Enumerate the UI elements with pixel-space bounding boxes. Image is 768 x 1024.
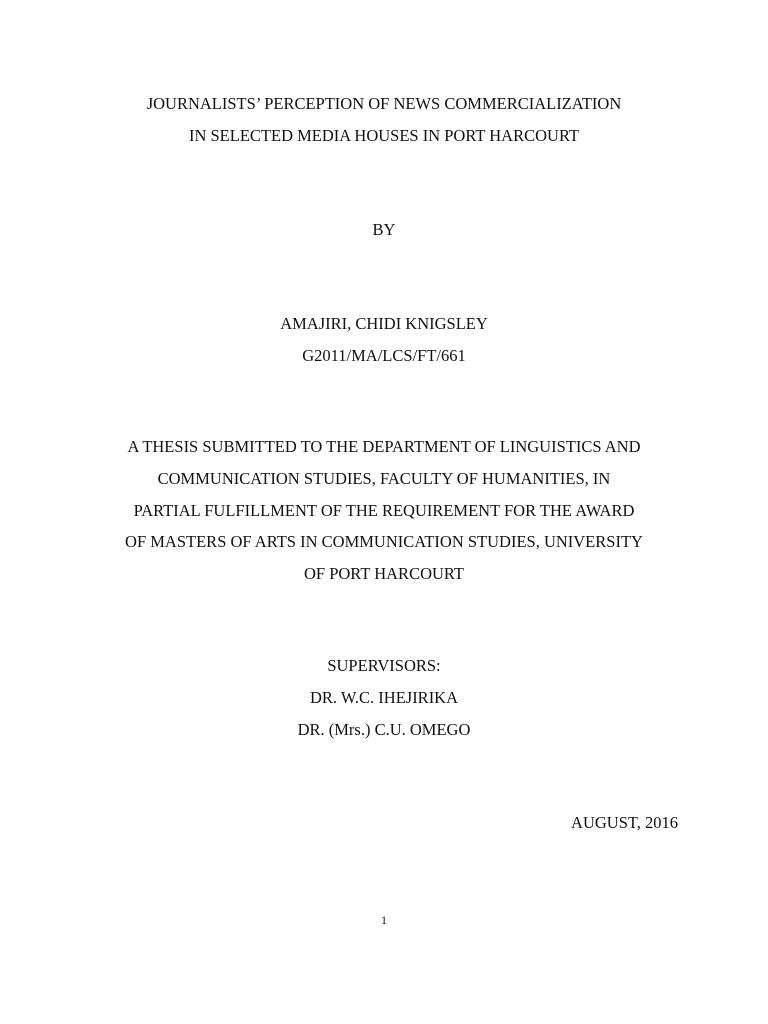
by-label: BY <box>372 220 396 239</box>
statement-line-2: COMMUNICATION STUDIES, FACULTY OF HUMANITIES, IN <box>157 469 611 488</box>
statement-line-1: A THESIS SUBMITTED TO THE DEPARTMENT OF LINGUISTICS AND <box>127 437 641 456</box>
statement-line-4: OF MASTERS OF ARTS IN COMMUNICATION STUDIES, UNIVERSITY <box>125 532 643 551</box>
page-number: 1 <box>381 913 387 927</box>
statement-line-5: OF PORT HARCOURT <box>304 564 464 583</box>
statement-line-3: PARTIAL FULFILLMENT OF THE REQUIREMENT FOR THE AWARD <box>133 501 635 520</box>
thesis-title-line-1: JOURNALISTS’ PERCEPTION OF NEWS COMMERCIALIZATION <box>146 94 622 113</box>
submission-date: AUGUST, 2016 <box>571 813 678 832</box>
registration-number: G2011/MA/LCS/FT/661 <box>302 346 466 365</box>
supervisor-name-2: DR. (Mrs.) C.U. OMEGO <box>297 720 471 739</box>
supervisor-name-1: DR. W.C. IHEJIRIKA <box>309 688 459 707</box>
author-name: AMAJIRI, CHIDI KNIGSLEY <box>280 314 488 333</box>
thesis-title-line-2: IN SELECTED MEDIA HOUSES IN PORT HARCOURT <box>188 126 580 145</box>
supervisors-heading: SUPERVISORS: <box>327 656 441 675</box>
